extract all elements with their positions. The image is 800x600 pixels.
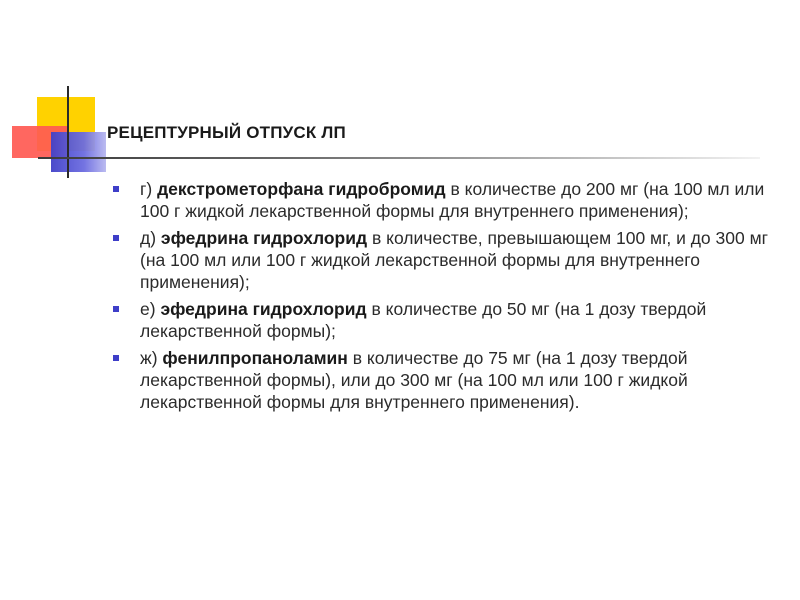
item-prefix: д) — [140, 228, 161, 248]
title-underline-divider — [38, 157, 760, 159]
list-item — [140, 347, 780, 413]
square-bullet-icon — [113, 355, 119, 361]
slide-title: РЕЦЕПТУРНЫЙ ОТПУСК ЛП — [107, 123, 346, 142]
list-item — [140, 298, 780, 342]
item-term: эфедрина гидрохлорид — [160, 228, 368, 248]
decorative-vertical-line — [67, 86, 69, 178]
item-prefix: г) — [140, 179, 158, 199]
square-bullet-icon — [113, 235, 119, 241]
square-bullet-icon — [113, 186, 119, 192]
item-term: эфедрина гидрохлорид — [160, 299, 367, 319]
item-term: декстрометорфана гидробромид — [157, 179, 446, 199]
item-prefix: ж) — [140, 348, 163, 368]
item-text: в количестве до 50 мг (на 1 дозу твердой лекарственной формы); — [140, 299, 707, 341]
item-text: в количестве до 75 мг (на 1 дозу твердой лекарственной формы), или до 300 мг (на 100 мл или 100 г жидкой лекарственной формы для внутреннего применения). — [140, 348, 688, 412]
list-item — [140, 178, 780, 222]
bullet-list — [140, 178, 780, 418]
decorative-blue-square — [51, 132, 106, 172]
square-bullet-icon — [113, 306, 119, 312]
item-text: в количестве до 200 мг (на 100 мл или 100 г жидкой лекарственной формы для внутреннего применения); — [140, 179, 765, 221]
item-text: в количестве, превышающем 100 мг, и до 300 мг (на 100 мл или 100 г жидкой лекарственной формы для внутреннего применения); — [140, 228, 768, 292]
item-term: фенилпропаноламин — [162, 348, 348, 368]
list-item — [140, 227, 780, 293]
item-prefix: е) — [140, 299, 161, 319]
